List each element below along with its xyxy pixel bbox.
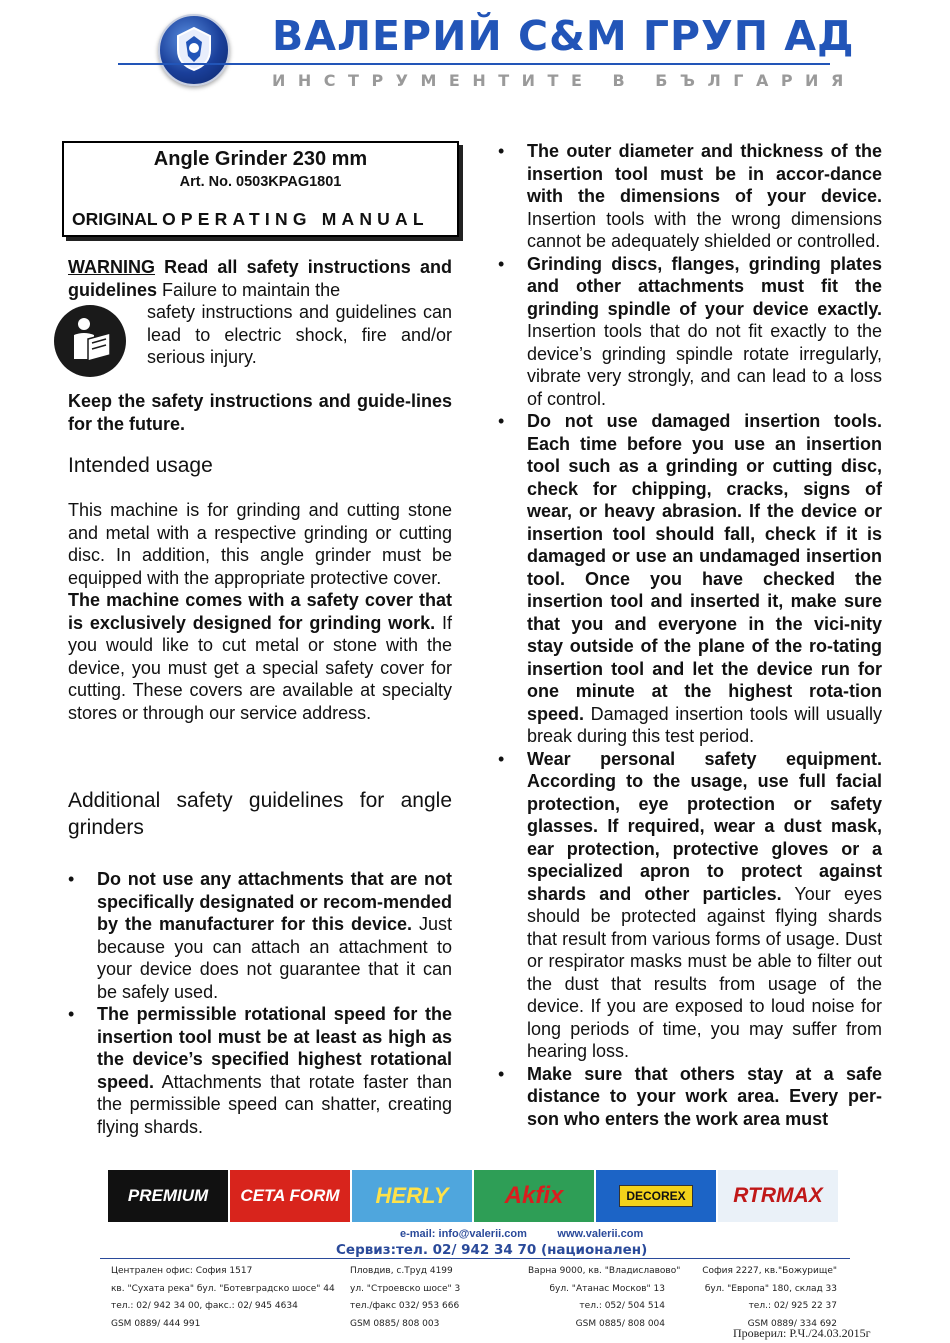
footer-email-website: e-mail: info@valerii.com www.valerii.com xyxy=(400,1228,644,1240)
footer-line: GSM 0889/ 334 692 xyxy=(747,1318,837,1329)
intended-paragraph-2 xyxy=(68,589,452,724)
footer-office-sofia-central xyxy=(111,1263,335,1333)
footer-line: кв. "Сухата река" бул. "Ботевградско шосе" 44 xyxy=(111,1283,335,1294)
footer-line: тел.: 02/ 925 22 37 xyxy=(748,1301,837,1311)
list-item xyxy=(498,253,882,411)
intended-usage-text xyxy=(68,499,452,724)
list-item xyxy=(498,748,882,1063)
footer-line: тел.: 02/ 942 34 00, факс.: 02/ 945 4634 xyxy=(111,1301,298,1311)
list-item xyxy=(498,1063,882,1131)
footer-line: ул. "Строевско шосе" 3 xyxy=(350,1283,461,1294)
brand-logo-decorex xyxy=(596,1170,716,1222)
list-item-bold: Wear personal safety equipment. According to the usage, use full facial protection, eye protection or safety glasses. If required, wear a dust mask, ear protection, protective gloves or a specialized apron to protect against shards and other particles. xyxy=(527,748,882,904)
warning-bold: Read all safety instructions and guidelines xyxy=(68,257,452,300)
right-guidelines-list xyxy=(498,140,882,1130)
list-item xyxy=(498,410,882,748)
keep-instructions-note: Keep the safety instructions and guide-lines for the future. xyxy=(68,391,452,434)
list-item-bold: The outer diameter and thickness of the insertion tool must be in accor-dance with the dimensions of your device. xyxy=(527,141,882,206)
warning-label: WARNING xyxy=(68,257,155,277)
list-item xyxy=(498,140,882,253)
footer-office-sofia-bozhurishte xyxy=(690,1263,837,1333)
brand-logos-strip xyxy=(108,1170,838,1222)
warning-text-line1: Failure to maintain the xyxy=(157,279,341,300)
document-title: Angle Grinder 230 mm xyxy=(153,148,368,170)
manual-prefix: ORIGINAL xyxy=(72,209,163,229)
intended-paragraph-1: This machine is for grinding and cutting stone and metal with a respective grinding or cutting disc. In addition, this angle grinder must be equipped with the appropriate protective cover. xyxy=(68,500,452,588)
read-manual-icon xyxy=(54,305,126,377)
manual-label xyxy=(72,209,429,230)
brand-logo-cetaform: CETA FORM xyxy=(230,1170,350,1222)
footer-line: Пловдив, с.Труд 4199 xyxy=(350,1266,453,1276)
list-item-text: Your eyes should be protected against flying shards that result from various forms of usage. Dust or respirator masks must be able to filter out the dust that results from usage of the device. If you are exposed to loud noise for long periods of time, you may suffer from hearing loss. xyxy=(527,883,882,1061)
footer-line: тел./факс 032/ 953 666 xyxy=(350,1301,460,1311)
company-name: ВАЛЕРИЙ С&M ГРУП АД xyxy=(272,12,855,60)
article-number: Art. No. 0503KPAG1801 xyxy=(179,174,342,190)
list-item-bold: Do not use damaged insertion tools. Each time before you use an insertion tool such as a grinding or cutting disc, check for chipping, cracks, signs of wear, or heavy abrasion. If the device or insertion tool should fall, check if it is damaged or use an undamaged insertion tool. Once you have checked the insertion tool and inserted it, make sure that you and everyone in the vici-nity stay outside of the plane of the ro-tating insertion tool and let the device run for one minute at the highest rota-tion speed. xyxy=(527,411,882,724)
footer-line: GSM 0885/ 808 004 xyxy=(575,1318,665,1329)
list-item-text: Insertion tools with the wrong dimensions cannot be adequately shielded or controlled. xyxy=(527,208,882,251)
intended-paragraph-2-text: If you would like to cut metal or stone with the device, you must get a special safety cover for cutting. These covers are available at specialty stores or through our service address. xyxy=(68,612,452,723)
list-item-bold: The permissible rotational speed for the insertion tool must be at least as high as the device’s specified highest rotational speed. xyxy=(97,1004,452,1092)
footer-line: тел.: 052/ 504 514 xyxy=(579,1301,665,1311)
footer-service-phone: Сервиз:тел. 02/ 942 34 70 (национален) xyxy=(336,1242,648,1258)
section-heading-intended-usage: Intended usage xyxy=(68,454,213,477)
manual-spaced: OPERATING MANUAL xyxy=(162,209,429,229)
warning-text: safety instructions and guidelines can lead to electric shock, fire and/or serious injury. xyxy=(147,302,452,367)
company-logo-icon xyxy=(158,14,230,86)
list-item-text: Damaged insertion tools will usually break during this test period. xyxy=(527,703,882,746)
footer-office-plovdiv xyxy=(350,1263,460,1333)
left-guidelines-list xyxy=(68,868,452,1138)
verified-stamp: Проверил: Р.Ч./24.03.2015г xyxy=(733,1326,871,1340)
footer-office-varna xyxy=(528,1263,681,1333)
list-item-text: Insertion tools that do not fit exactly to the device’s grinding spindle rotate irregularly, vibrate very strongly, and can lead to a loss of control. xyxy=(527,321,882,409)
footer-line: Варна 9000, кв. "Владиславово" xyxy=(528,1266,681,1276)
title-box xyxy=(62,141,459,237)
section-heading-additional-guidelines: Additional safety guidelines for angle grinders xyxy=(68,789,452,839)
list-item xyxy=(68,1003,452,1138)
footer-line: GSM 0885/ 808 003 xyxy=(350,1318,440,1329)
list-item-bold: Grinding discs, flanges, grinding plates and other attachments must fit the grinding spindle of your device exactly. xyxy=(527,253,882,319)
footer-line: София 2227, кв."Божурище" xyxy=(702,1266,837,1276)
brand-logo-premium: PREMIUM xyxy=(108,1170,228,1222)
list-item xyxy=(68,868,452,1003)
footer-line: бул. "Европа" 180, склад 33 xyxy=(704,1283,837,1294)
header-divider xyxy=(118,63,830,65)
list-item-bold: Do not use any attachments that are not specifically designated or recom-mended by the manufacturer for this device. xyxy=(97,869,452,934)
brand-logo-decorex-label: DECOREX xyxy=(619,1185,692,1207)
intended-paragraph-2-bold: The machine comes with a safety cover that is exclusively designed for grinding work. xyxy=(68,590,452,633)
list-item-text: Just because you can attach an attachment to your device does not guarantee that it can be safely used. xyxy=(97,914,452,1002)
brand-logo-akfix: Akfix xyxy=(474,1170,594,1222)
footer-divider xyxy=(100,1258,850,1259)
list-item-text: Attachments that rotate faster than the permissible speed can shatter, creating flying shards. xyxy=(97,1071,452,1137)
footer-line: бул. "Атанас Москов" 13 xyxy=(549,1283,665,1294)
warning-intro xyxy=(68,256,452,301)
company-tagline: ИНСТРУМЕНТИТЕ В БЪЛГАРИЯ xyxy=(272,71,856,90)
brand-logo-herly: HERLY xyxy=(352,1170,472,1222)
footer-line: GSM 0889/ 444 991 xyxy=(111,1318,201,1329)
footer-line: Централен офис: София 1517 xyxy=(111,1266,253,1276)
brand-logo-rtrmax: RTRMAX xyxy=(718,1170,838,1222)
list-item-bold: Make sure that others stay at a safe distance to your work area. Every per-son who enters the work area must xyxy=(527,1063,882,1129)
